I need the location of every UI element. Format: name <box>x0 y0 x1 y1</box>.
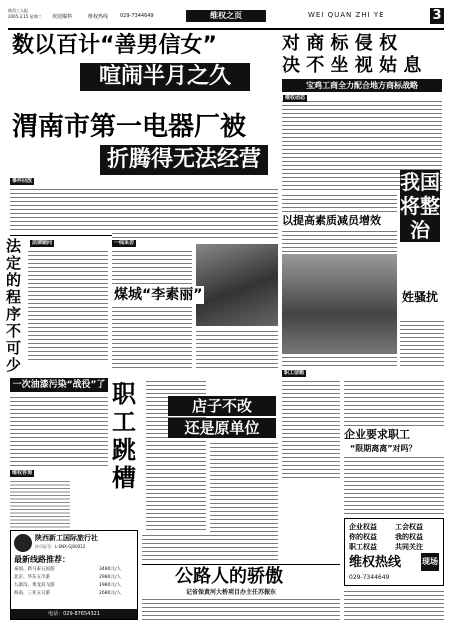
side-article-body <box>400 320 444 366</box>
page-number: 3 <box>430 8 444 24</box>
lead-headline-4: 折腾得无法经营 <box>100 145 268 175</box>
travel-logo-icon <box>14 534 32 552</box>
contact-label-mid: 维权热线 <box>88 14 109 20</box>
mid-article-top <box>112 188 278 238</box>
staff-col-a <box>282 380 340 480</box>
reform-article-body <box>282 230 397 252</box>
enterprise-subtitle: “限期离离”对吗？ <box>350 444 417 453</box>
reform-article-lower <box>282 356 397 366</box>
event-tag: 事件回放 <box>12 178 33 184</box>
enterprise-title: 企业要求职工 <box>344 428 410 441</box>
section-pinyin: WEI QUAN ZHI YE <box>308 11 385 19</box>
hotline-line-2: 工会权益 <box>395 523 423 531</box>
masthead <box>8 8 444 28</box>
travel-ad <box>10 530 138 620</box>
hotline-line-3: 你的权益 <box>349 533 377 541</box>
ad-footer: 电话：029-87654321 <box>11 609 137 619</box>
ad-price-4: 2680元/人 <box>99 591 121 596</box>
trademark-subhead: 宝鸡工商全力配合地方商标战略 <box>282 79 442 92</box>
issue-date: 2005.3.15 星期二 <box>8 14 42 19</box>
section-title: 维权之页 <box>186 10 266 22</box>
ad-company: 陕西新工国际旅行社 <box>35 534 98 542</box>
store-subtitle: 还是原单位 <box>168 418 276 438</box>
hotline-line-5: 职工权益 <box>349 543 377 551</box>
coal-city-title: 煤城“李素丽” <box>114 287 203 303</box>
ad-price-1: 3480元/人 <box>99 567 121 572</box>
mid-tag: 一线采访 <box>114 240 135 246</box>
ad-route-2: 北京、华东五市游 <box>14 575 50 580</box>
bottom-feature-body <box>142 598 340 622</box>
trademark-headline-1: 对 商 标 侵 权 <box>282 33 398 54</box>
legal-title-vertical: 法定的程序不可少 <box>6 237 22 374</box>
reform-headline: 以提高素质减员增效 <box>282 214 397 228</box>
ad-route-3: 九寨沟、黄龙双飞游 <box>14 583 55 588</box>
hotline-line-6: 共同关注 <box>395 543 423 551</box>
lead-headline-2: 喧闹半月之久 <box>80 63 250 91</box>
side-vertical-title: 我国将整治 <box>400 170 440 242</box>
ad-price-2: 2980元/人 <box>99 575 121 580</box>
hotline-line-1: 企业权益 <box>349 523 377 531</box>
legal-article-body <box>28 250 108 360</box>
enterprise-article-body <box>344 456 444 514</box>
ad-route-1: 泰国、新马泰五国游 <box>14 567 55 572</box>
hotline-line-4: 我的权益 <box>395 533 423 541</box>
oil-title: 一次油漆污染“战役”了 <box>10 378 108 392</box>
consult-body <box>10 480 70 528</box>
store-article-body <box>210 442 278 532</box>
ad-license: 许可证号：L-SNX-GJ00012 <box>35 544 86 549</box>
job-title-vertical: 职工跳槽 <box>112 380 136 492</box>
news-tag: 维权动态 <box>285 95 306 101</box>
consult-tag: 维权咨询 <box>12 470 33 476</box>
hotline-phone: 029-7344649 <box>120 13 154 19</box>
contact-label-left: 欢迎爆料 <box>52 14 73 20</box>
store-title: 店子不改 <box>168 396 276 416</box>
paper-name-small: 陕西工人报 <box>8 8 28 13</box>
ad-price-3: 1980元/人 <box>99 583 121 588</box>
masthead-rule <box>8 28 444 30</box>
legal-tag: 法律顾问 <box>32 240 53 246</box>
ad-routes-title: 最新线路推荐： <box>14 555 70 564</box>
lead-headline-1: 数以百计“善男信女” <box>12 33 217 58</box>
meeting-photo <box>282 254 397 354</box>
hotline-phone-number: 029-7344649 <box>349 574 390 581</box>
hotline-badge: 现场 <box>421 553 439 571</box>
bottom-divider <box>142 564 340 565</box>
award-photo <box>196 244 278 326</box>
side-bottom-title: 姓骚扰 <box>402 290 439 304</box>
oil-article-body <box>10 396 108 468</box>
mid-article-body <box>112 250 192 370</box>
staff-col-b <box>344 380 444 426</box>
coal-article-body <box>196 330 278 370</box>
trademark-headline-2: 决 不 坐 视 姑 息 <box>282 55 422 76</box>
staff-tag: 职工信箱 <box>284 370 305 376</box>
ad-route-4: 海南、三亚五日游 <box>14 591 50 596</box>
lead-headline-3: 渭南市第一电器厂被 <box>12 112 247 142</box>
lower-mid-body <box>142 534 278 562</box>
bottom-right-body <box>344 590 444 622</box>
bottom-feature-title: 公路人的骄傲 <box>175 566 283 587</box>
right-col-body <box>282 194 397 214</box>
bottom-feature-subtitle: 记省保黄河大桥项目办主任苏振东 <box>186 589 277 596</box>
hotline-box <box>344 518 444 586</box>
hotline-title: 维权热线 <box>349 555 402 570</box>
